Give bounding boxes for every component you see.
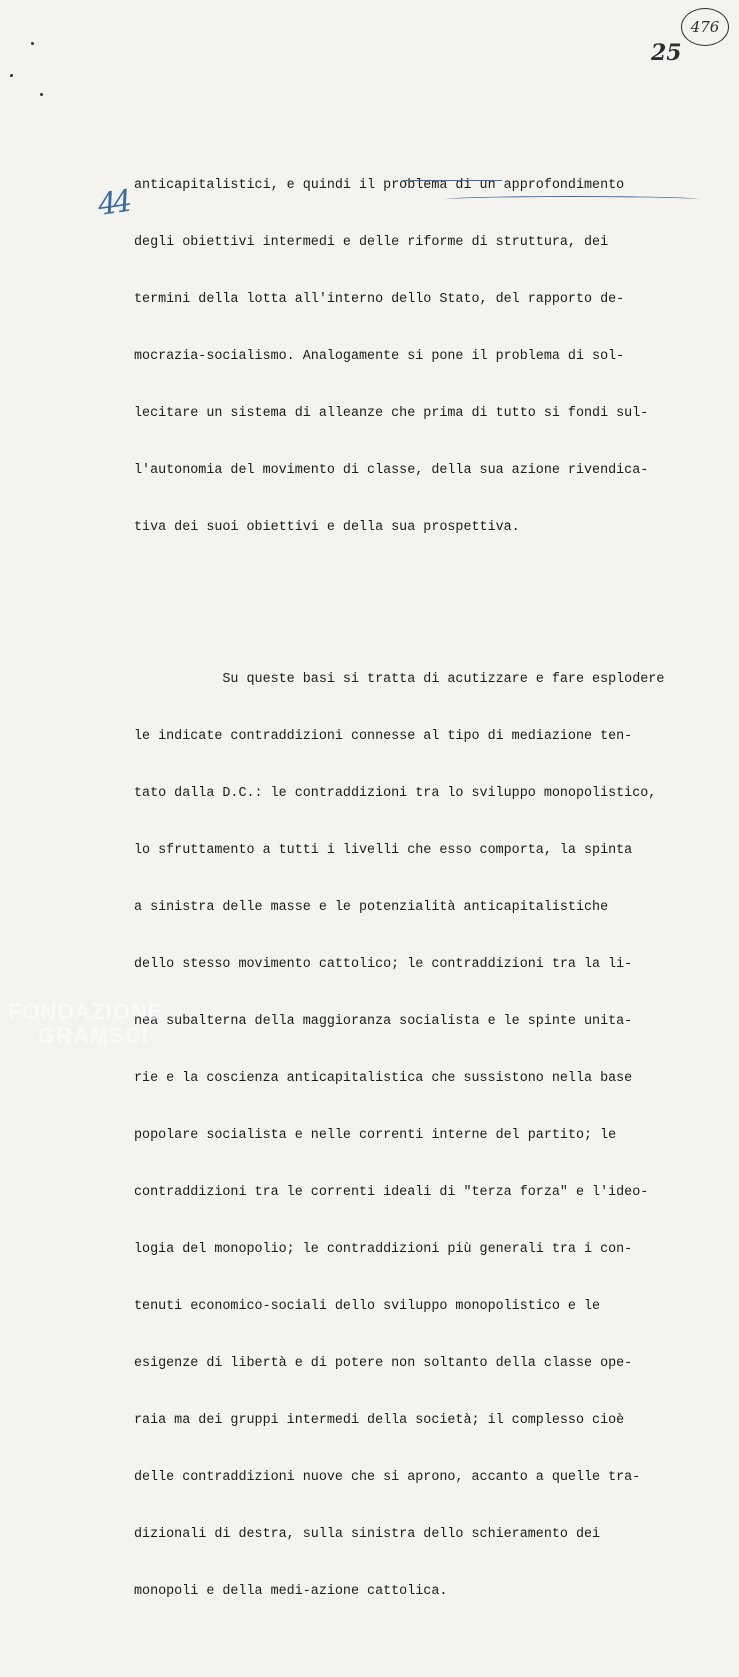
archive-watermark [8, 1000, 163, 1048]
text-line: mocrazia-socialismo. Analogamente si pone il problema di sol- [134, 349, 625, 364]
text-line: Su queste basi si tratta di acutizzare e fare esplodere [134, 672, 665, 687]
text-line: l'autonomia del movimento di classe, della sua azione rivendica- [134, 463, 649, 478]
text-line: degli obiettivi intermedi e delle riforme di struttura, dei [134, 235, 609, 250]
typed-text-block [134, 100, 724, 1677]
text-line: lo sfruttamento a tutti i livelli che esso comporta, la spinta [134, 843, 633, 858]
text-line: a sinistra delle masse e le potenzialità anticapitalistiche [134, 900, 609, 915]
paragraph-2 [134, 632, 724, 1639]
text-line: tenuti economico-sociali dello sviluppo monopolistico e le [134, 1299, 601, 1314]
handwritten-strikethrough [445, 196, 700, 203]
text-line: dello stesso movimento cattolico; le contraddizioni tra la li- [134, 957, 633, 972]
ink-speck [31, 42, 34, 45]
watermark-line: FONDAZIONE [8, 999, 164, 1024]
text-line: contraddizioni tra le correnti ideali di "terza forza" e l'ideo- [134, 1185, 649, 1200]
text-line: termini della lotta all'interno dello Stato, del rapporto de- [134, 292, 625, 307]
handwritten-underline [402, 180, 502, 185]
text-line: tato dalla D.C.: le contraddizioni tra lo sviluppo monopolistico, [134, 786, 657, 801]
archive-number-stamp: 476 [681, 8, 729, 46]
text-line: monopoli e della medi-azione cattolica. [134, 1584, 448, 1599]
page-number: 25 [651, 40, 682, 66]
text-line: tiva dei suoi obiettivi e della sua prospettiva. [134, 520, 520, 535]
text-line: rie e la coscienza anticapitalistica che sussistono nella base [134, 1071, 633, 1086]
paragraph-1 [134, 138, 724, 575]
text-line: delle contraddizioni nuove che si aprono, accanto a quelle tra- [134, 1470, 641, 1485]
text-line: dizionali di destra, sulla sinistra dello schieramento dei [134, 1527, 601, 1542]
margin-annotation: 44 [95, 184, 131, 223]
text-line: logia del monopolio; le contraddizioni più generali tra i con- [134, 1242, 633, 1257]
text-line: raia ma dei gruppi intermedi della società; il complesso cioè [134, 1413, 625, 1428]
text-line: esigenze di libertà e di potere non soltanto della classe ope- [134, 1356, 633, 1371]
ink-speck [10, 74, 13, 77]
text-line: lecitare un sistema di alleanze che prima di tutto si fondi sul- [134, 406, 649, 421]
text-line: popolare socialista e nelle correnti interne del partito; le [134, 1128, 617, 1143]
text-line: le indicate contraddizioni connesse al tipo di mediazione ten- [134, 729, 633, 744]
text-line: anticapitalistici, e quindi il problema di un approfondimento [134, 178, 625, 193]
text-line: nea subalterna della maggioranza socialista e le spinte unita- [134, 1014, 633, 1029]
ink-speck [40, 93, 43, 96]
watermark-line: GRAMSCI [38, 1023, 149, 1048]
